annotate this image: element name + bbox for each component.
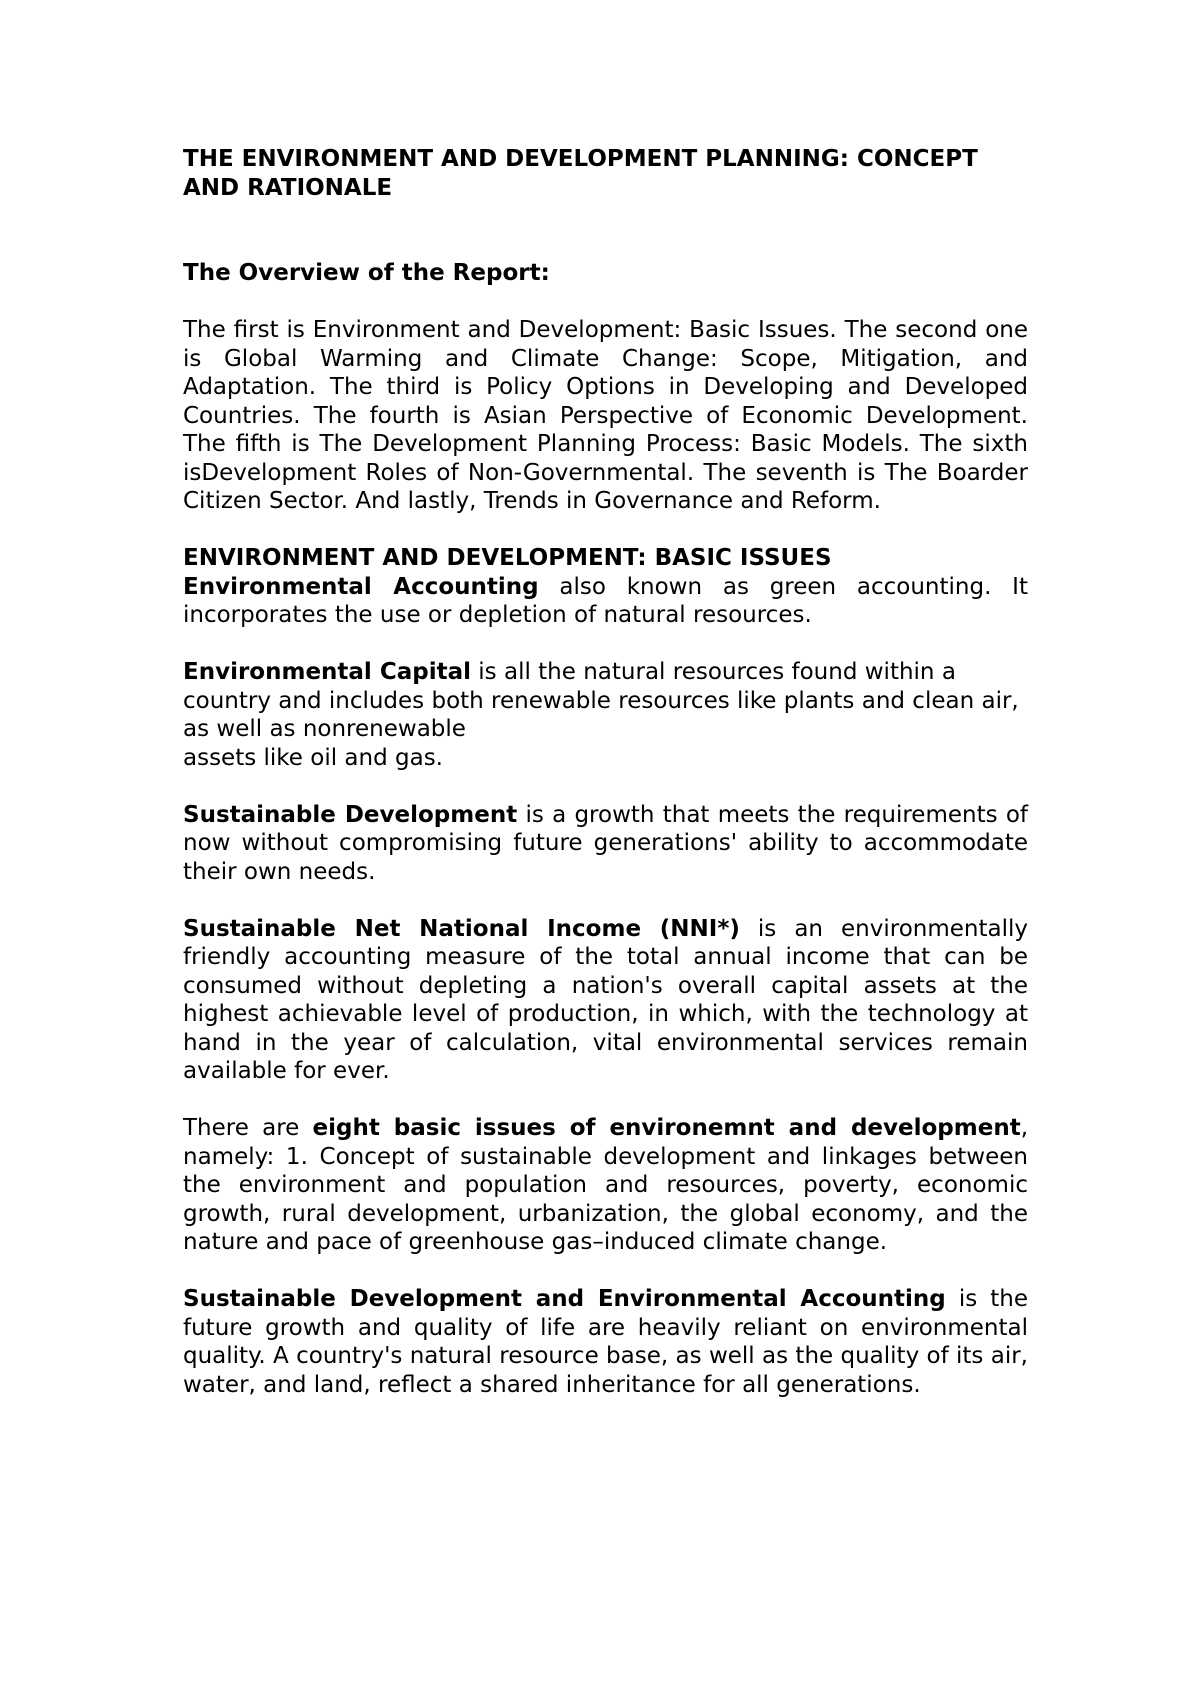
sd-ea-paragraph [183, 1285, 1028, 1399]
sd-ea-text: is the future growth and quality of life are heavily reliant on environmental quality. A country's natural resource base, as well as the quality of its air, water, and land, reflect a shared inheritance for all generations. [183, 1286, 1028, 1398]
eight-issues-text: , namely: 1. Concept of sustainable development and linkages between the environment and population and resources, poverty, economic growth, rural development, urbanization, the global economy, and the nature and pace of greenhouse gas–induced climate change. [183, 1115, 1028, 1255]
overview-paragraph: The first is Environment and Development: Basic Issues. The second one is Global Warming and Climate Change: Scope, Mitigation, and Adaptation. The third is Policy Options in Developing and Developed Countries. The fourth is Asian Perspective of Economic Development. The fifth is The Development Planning Process: Basic Models. The sixth isDevelopment Roles of Non-Governmental. The seventh is The Boarder Citizen Sector. And lastly, Trends in Governance and Reform. [183, 317, 1028, 514]
document-title: THE ENVIRONMENT AND DEVELOPMENT PLANNING: CONCEPT AND RATIONALE [183, 146, 978, 201]
sustainable-nni-text: is an environmentally friendly accounting measure of the total annual income that can be consumed without depleting a nation's overall capital assets at the highest achievable level of production, in which, with the technology at hand in the year of calculation, vital environmental services remain available for ever. [183, 915, 1028, 1084]
sustainable-dev-term: Sustainable Development [183, 801, 518, 828]
env-capital-paragraph [183, 658, 1028, 772]
env-capital-text: is all the natural resources found within a country and includes both renewable resources like plants and clean air, as well as nonrenewable [183, 659, 1019, 742]
sustainable-dev-paragraph [183, 801, 1028, 887]
eight-issues-paragraph [183, 1114, 1028, 1257]
env-accounting-paragraph [183, 573, 1028, 630]
overview-heading: The Overview of the Report: [183, 260, 550, 286]
sustainable-nni-paragraph [183, 915, 1028, 1086]
sustainable-nni-term: Sustainable Net National Income (NNI*) [183, 915, 740, 942]
section-heading: ENVIRONMENT AND DEVELOPMENT: BASIC ISSUES [183, 545, 832, 571]
env-capital-text-2: assets like oil and gas. [183, 744, 443, 771]
sd-ea-term: Sustainable Development and Environmental Accounting [183, 1286, 946, 1312]
env-accounting-term: Environmental Accounting [183, 573, 539, 600]
eight-issues-term: eight basic issues of environemnt and development [312, 1115, 1021, 1141]
document-body [183, 145, 1028, 1428]
sustainable-dev-text: is a growth that meets the requirements of now without compromising future generations' ability to accommodate their own needs. [183, 801, 1029, 885]
env-accounting-text: also known as green accounting. It incorporates the use or depletion of natural resources. [183, 573, 1028, 628]
eight-issues-prefix: There are [183, 1115, 313, 1141]
env-capital-term: Environmental Capital [183, 659, 471, 685]
